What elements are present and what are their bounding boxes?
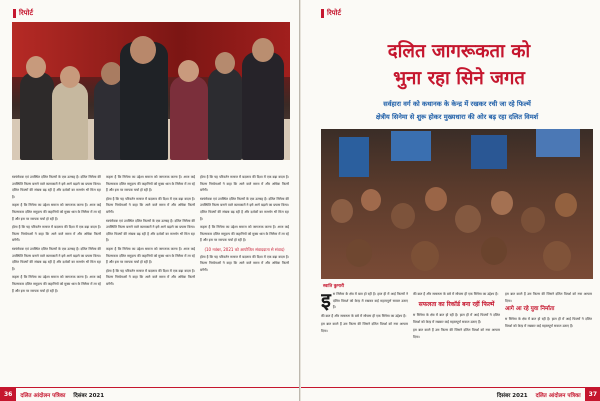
- subhead-line-1: सर्वहारा वर्ग को कथानक के केन्द्र में रखकर रची जा रहे फिल्में: [383, 100, 531, 108]
- right-article-columns: [321, 291, 593, 386]
- section-bar-icon: [13, 9, 16, 18]
- drop-cap: इ: [321, 291, 331, 312]
- right-column-3: हम बात करते हैं उस फिल्म की जिसने दलित विमर्श को नया आयाम दिया। आगे आ रहे युवा निर्माता स सिनेमा के क्षेत्र में बात हो रही है। हाल ही में आई फिल्मों ने दलित विमर्श को केन्द्र में रखकर कई महत्वपूर्ण सवाल उठाए हैं।: [505, 292, 592, 328]
- article-headline: [327, 38, 591, 92]
- left-section-label-text: रिपोर्ट: [19, 9, 33, 17]
- left-section-label: [13, 9, 33, 18]
- event-photo: [12, 22, 290, 160]
- left-page-number: 36: [0, 388, 16, 401]
- right-page: [300, 0, 600, 401]
- left-issue-month: दिसंबर 2021: [73, 392, 105, 399]
- right-section-label: [321, 9, 341, 18]
- right-section-label-text: रिपोर्ट: [327, 9, 341, 17]
- subhead-line-2: क्षेत्रीय सिनेमा से शुरू होकर मुख्यधारा की ओर बढ़ रहा दलित विमर्श: [375, 113, 539, 121]
- article-subheadline: [321, 98, 593, 124]
- section-bar-icon: [321, 9, 324, 18]
- right-publication-name: दलित आंदोलन पत्रिका: [535, 392, 581, 399]
- subsection-heading-young-makers: आगे आ रहे युवा निर्माता: [505, 306, 555, 313]
- left-column-2: कहना है कि सिनेमा का उद्देश्य समाज को जागरूक करना है। आज कई फिल्मकार दलित समुदाय की कहानियों को मुख्य धारा के सिनेमा में ला रहे हैं और इस पर व्यापक चर्चा हो रही है। होता है कि यह परिवर्तन समाज में बदलाव की दिशा में एक बड़ा कदम है। फिल्म निर्माताओं ने कहा कि आने वाले समय में और अधिक फिल्में बनेंगी। स्वयंसेवक एवं उपस्थित दलित फिल्मों के एक उत्साह है। दलित सिनेमा की उपस्थिति फिल्म बनाने वाले कलाकारों ने इसे आगे बढ़ाने का प्रयास किया। दलित फिल्मों की संख्या बढ़ रही है और दर्शकों का समर्थन भी मिल रहा है। कहना है कि सिनेमा का उद्देश्य समाज को जागरूक करना है। आज कई फिल्मकार दलित समुदाय की कहानियों को मुख्य धारा के सिनेमा में ला रहे हैं और इस पर व्यापक चर्चा हो रही है। होता है कि यह परिवर्तन समाज में बदलाव की दिशा में एक बड़ा कदम है। फिल्म निर्माताओं ने कहा कि आने वाले समय में और अधिक फिल्में बनेंगी।: [106, 175, 195, 286]
- left-footer: [0, 387, 300, 401]
- left-column-1: स्वयंसेवक एवं उपस्थित दलित फिल्मों के एक उत्साह है। दलित सिनेमा की उपस्थिति फिल्म बनाने वाले कलाकारों ने इसे आगे बढ़ाने का प्रयास किया। दलित फिल्मों की संख्या बढ़ रही है और दर्शकों का समर्थन भी मिल रहा है। कहना है कि सिनेमा का उद्देश्य समाज को जागरूक करना है। आज कई फिल्मकार दलित समुदाय की कहानियों को मुख्य धारा के सिनेमा में ला रहे हैं और इस पर व्यापक चर्चा हो रही है। होता है कि यह परिवर्तन समाज में बदलाव की दिशा में एक बड़ा कदम है। फिल्म निर्माताओं ने कहा कि आने वाले समय में और अधिक फिल्में बनेंगी। स्वयंसेवक एवं उपस्थित दलित फिल्मों के एक उत्साह है। दलित सिनेमा की उपस्थिति फिल्म बनाने वाले कलाकारों ने इसे आगे बढ़ाने का प्रयास किया। दलित फिल्मों की संख्या बढ़ रही है और दर्शकों का समर्थन भी मिल रहा है। कहना है कि सिनेमा का उद्देश्य समाज को जागरूक करना है। आज कई फिल्मकार दलित समुदाय की कहानियों को मुख्य धारा के सिनेमा में ला रहे हैं और इस पर व्यापक चर्चा हो रही है।: [12, 175, 101, 293]
- photo-caption: (10 नवंबर, 2021 को आयोजित संवाददाता से संवाद): [204, 246, 285, 252]
- headline-line-1: दलित जागरूकता को: [387, 41, 531, 62]
- headline-line-2: भुना रहा सिने जगत: [393, 68, 525, 89]
- right-issue-month: दिसंबर 2021: [496, 392, 528, 399]
- left-column-3: होता है कि यह परिवर्तन समाज में बदलाव की दिशा में एक बड़ा कदम है। फिल्म निर्माताओं ने कहा कि आने वाले समय में और अधिक फिल्में बनेंगी। स्वयंसेवक एवं उपस्थित दलित फिल्मों के एक उत्साह है। दलित सिनेमा की उपस्थिति फिल्म बनाने वाले कलाकारों ने इसे आगे बढ़ाने का प्रयास किया। दलित फिल्मों की संख्या बढ़ रही है और दर्शकों का समर्थन भी मिल रहा है। कहना है कि सिनेमा का उद्देश्य समाज को जागरूक करना है। आज कई फिल्मकार दलित समुदाय की कहानियों को मुख्य धारा के सिनेमा में ला रहे हैं और इस पर व्यापक चर्चा हो रही है। (10 नवंबर, 2021 को आयोजित संवाददाता से संवाद) होता है कि यह परिवर्तन समाज में बदलाव की दिशा में एक बड़ा कदम है। फिल्म निर्माताओं ने कहा कि आने वाले समय में और अधिक फिल्में बनेंगी।: [200, 175, 289, 272]
- right-column-1: इ स सिनेमा के क्षेत्र में बात हो रही है। हाल ही में आई फिल्मों ने दलित विमर्श को केन्द्र में रखकर कई महत्वपूर्ण सवाल उठाए हैं। की बात है और समानता के बारे में सोचना ही एक सिनेमा का उद्देश्य है। हम बात करते हैं उस फिल्म की जिसने दलित विमर्श को नया आयाम दिया।: [321, 291, 408, 333]
- right-footer: [301, 387, 600, 401]
- article-byline: स्वाति कुमारी: [323, 284, 345, 289]
- right-column-2: की बात है और समानता के बारे में सोचना ही एक सिनेमा का उद्देश्य है। सफलता का रिकॉर्ड बना रहीं फिल्में स सिनेमा के क्षेत्र में बात हो रही है। हाल ही में आई फिल्मों ने दलित विमर्श को केन्द्र में रखकर कई महत्वपूर्ण सवाल उठाए हैं। हम बात करते हैं उस फिल्म की जिसने दलित विमर्श को नया आयाम दिया।: [413, 292, 500, 339]
- left-article-columns: [12, 174, 290, 386]
- right-page-number: 37: [585, 388, 600, 401]
- left-publication-name: दलित आंदोलन पत्रिका: [20, 392, 66, 399]
- subsection-heading-records: सफलता का रिकॉर्ड बना रहीं फिल्में: [418, 300, 495, 308]
- crowd-photo: [321, 129, 593, 279]
